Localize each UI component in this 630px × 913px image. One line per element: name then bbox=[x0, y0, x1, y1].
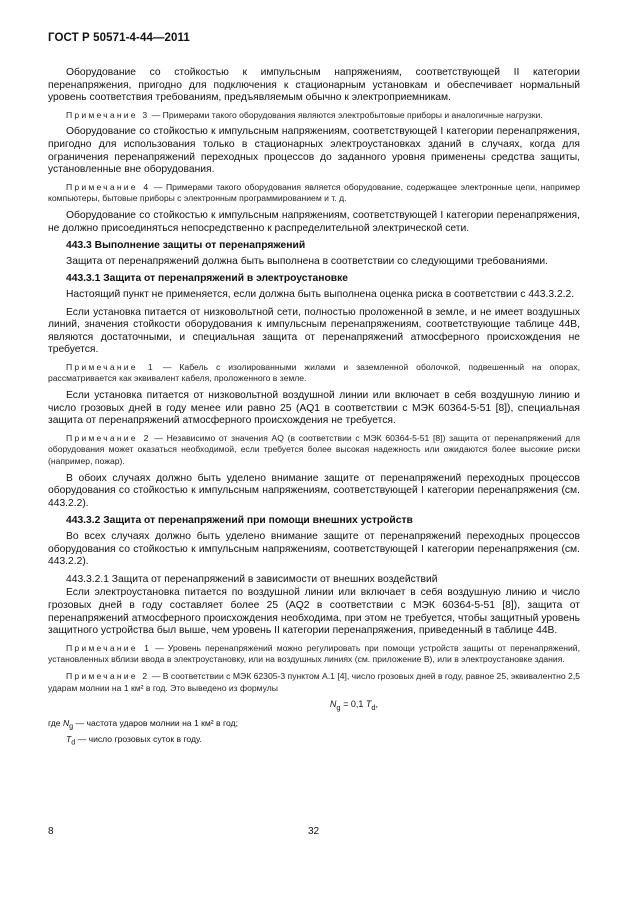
formula bbox=[128, 699, 580, 712]
paragraph: Оборудование со стойкостью к импульсным напряжениям, соответствующей I категории перенапряжения, не должно присоединяться непосредственно к распределительной электрической сети. bbox=[48, 209, 580, 234]
paragraph: Если установка питается от низковольтной сети, полностью проложенной в земле, и не имеет воздушных линий, значения стойкости оборудования к импульсным перенапряжениям, соответствующие таблице 44В, являются достаточными, и специальная защита от перенапряжений атмосферного происхождения не требуется. bbox=[48, 306, 580, 356]
note-label: Примечание 2 bbox=[66, 432, 151, 443]
paragraph: Если установка питается от низковольтной воздушной линии или включает в себя воздушную линию и число грозовых дней в году менее или равно 25 (AQ1 в соответствии с МЭК 60364-5-51 [8]), специальная защита от перенапряжений атмосферного происхождения не требуется. bbox=[48, 390, 580, 427]
note-label: Примечание 1 bbox=[66, 642, 152, 653]
where-sub: d bbox=[71, 738, 76, 747]
note-text: — В соответствии с МЭК 62305-3 пунктом А.1 [4], число грозовых дней в году, равное 25, эквивалентно 2,5 ударам молнии на 1 км² в год. Это выведено из формулы bbox=[48, 670, 580, 693]
note-text: — Примерами такого оборудования являются электробытовые приборы и аналогичные нагрузки. bbox=[149, 109, 543, 120]
paragraph: Оборудование со стойкостью к импульсным напряжениям, соответствующей II категории перенапряжения, пригодно для подключения к стационарным установкам и обеспечивает нормальный уровень соответствия требованиям, предъявляемым обычно к электроприемникам. bbox=[48, 67, 580, 104]
where-text: — число грозовых суток в году. bbox=[75, 733, 202, 744]
note-label: Примечание 2 bbox=[66, 670, 150, 681]
paragraph: Оборудование со стойкостью к импульсным напряжениям, соответствующей I категории перенапряжения, пригодно для использования только в стационарных электроустановках зданий в случаях, когда для ограничения перенапряжений переходных процессов до заданного уровня применены средства защиты, установленные вне оборудования. bbox=[48, 126, 580, 176]
note-label: Примечание 3 bbox=[66, 109, 150, 120]
footer-left-number: 8 bbox=[48, 826, 54, 837]
page-body bbox=[48, 67, 580, 748]
document-header: ГОСТ Р 50571-4-44—2011 bbox=[48, 32, 190, 44]
note-text: — Кабель с изолированными жилами и заземленной оболочкой, подвешенный на опорах, рассматривается как эквивалент кабеля, проложенного в земле. bbox=[48, 361, 580, 384]
note-1 bbox=[48, 362, 580, 385]
paragraph: В обоих случаях должно быть уделено внимание защите от перенапряжений переходных процессов оборудования со стойкостью к импульсным напряжениям, соответствующей I категории перенапряжения (см. 443.2.2). bbox=[48, 472, 580, 509]
where-sub: g bbox=[69, 722, 74, 731]
section-heading-443-3-2: 443.3.2 Защита от перенапряжений при помощи внешних устройств bbox=[66, 515, 413, 527]
where-line bbox=[48, 717, 580, 733]
where-var: N bbox=[62, 717, 70, 728]
where-prefix: где bbox=[48, 717, 63, 728]
where-var: T bbox=[66, 733, 72, 744]
note-text: — Независимо от значения AQ (в соответствии с МЭК 60364-5-51 [8]) защита от перенапряжений для оборудования может оказаться необходимой, если требуется более высокая надежность или ожидаются более высокие риски (например, пожар). bbox=[48, 432, 580, 467]
formula-sub: g bbox=[336, 702, 341, 712]
paragraph: Во всех случаях должно быть уделено внимание защите от перенапряжений переходных процессов оборудования со стойкостью к импульсным напряжениям, соответствующей I категории перенапряжения (см. 443.2.2). bbox=[48, 531, 580, 568]
where-text: — частота ударов молнии на 1 км² в год; bbox=[73, 717, 238, 728]
formula-sub: d bbox=[371, 702, 376, 712]
page-number: 32 bbox=[308, 826, 320, 837]
note-3 bbox=[48, 110, 580, 122]
note-text: — Уровень перенапряжений можно регулировать при помощи устройств защиты от перенапряжений, установленных вблизи ввода в электроустановку, или на воздушных линиях (см. приложение В), или в электроустановке здания. bbox=[48, 642, 580, 665]
note-label: Примечание 1 bbox=[66, 361, 155, 372]
note-4 bbox=[48, 182, 580, 205]
formula-end: , bbox=[375, 699, 379, 710]
where-line bbox=[48, 733, 580, 749]
formula-var: T bbox=[365, 699, 372, 710]
formula-var: N bbox=[329, 699, 337, 710]
note-label: Примечание 4 bbox=[66, 181, 151, 192]
paragraph: Защита от перенапряжений должна быть выполнена в соответствии со следующими требованиями. bbox=[66, 255, 548, 267]
section-heading-443-3-1: 443.3.1 Защита от перенапряжений в электроустановке bbox=[66, 273, 348, 285]
subsection-heading-443-3-2-1: 443.3.2.1 Защита от перенапряжений в зависимости от внешних воздействий bbox=[66, 573, 438, 585]
paragraph: Если электроустановка питается по воздушной линии или включает в себя воздушную линию и число грозовых дней в году составляет более 25 (AQ2 в соответствии с МЭК 60364-5-51 [8]), защита от перенапряжений атмосферного происхождения необходима, при этом не требуется, чтобы защитный уровень защитного устройства был выше, чем уровень II категории перенапряжения, приведенный в таблице 44В. bbox=[48, 587, 580, 637]
note-1 bbox=[48, 643, 580, 666]
note-2 bbox=[48, 433, 580, 468]
section-heading-443-3: 443.3 Выполнение защиты от перенапряжений bbox=[66, 240, 306, 252]
note-2 bbox=[48, 671, 580, 694]
note-text: — Примерами такого оборудования является оборудование, содержащее электронные цепи, например компьютеры, бытовые приборы с электронным программированием и т. д. bbox=[48, 181, 581, 204]
paragraph: Настоящий пункт не применяется, если должна быть выполнена оценка риска в соответствии с 443.3.2.2. bbox=[66, 288, 575, 300]
formula-op: = 0,1 bbox=[340, 699, 366, 710]
